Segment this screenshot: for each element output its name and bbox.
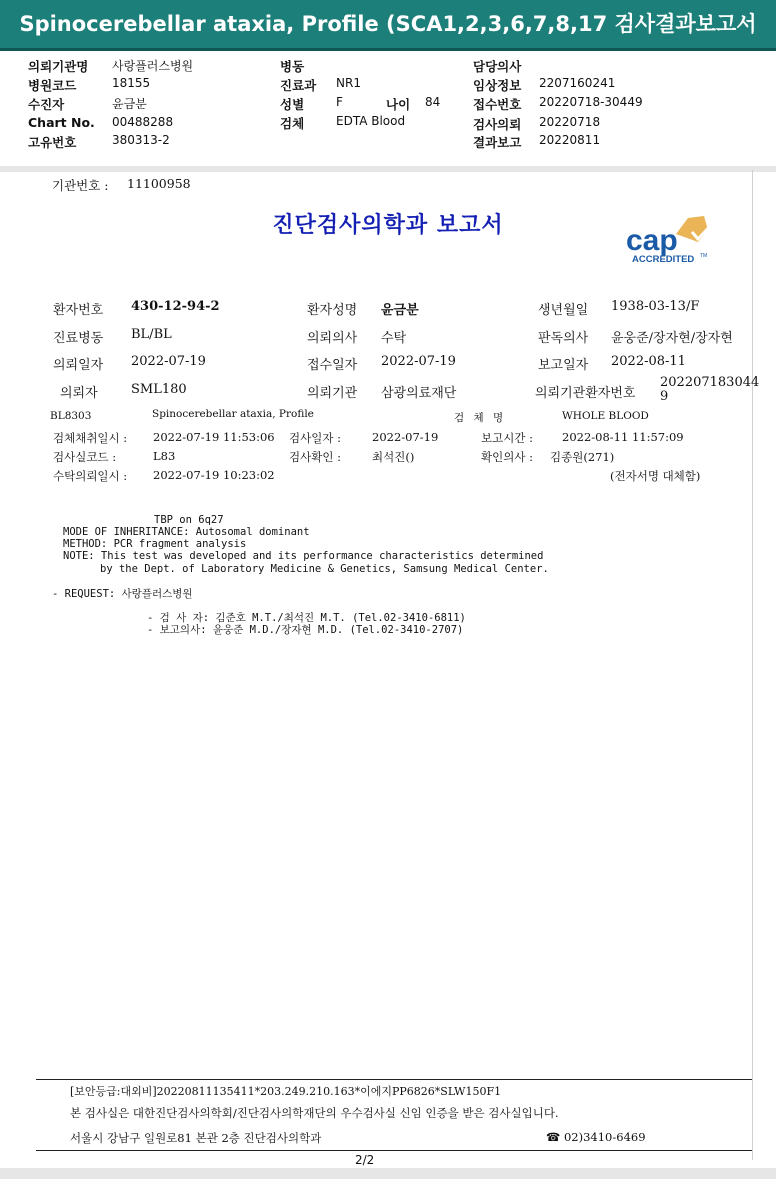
req-org-value: 삼광의료재단 [381, 386, 457, 401]
unique-label: 고유번호 [28, 135, 77, 150]
receipt-label: 접수번호 [473, 97, 522, 112]
patient-label: 수진자 [28, 97, 65, 112]
bottom-band [0, 1168, 776, 1179]
test-code: BL8303 [50, 410, 92, 422]
specimen-name-value: WHOLE BLOOD [562, 410, 649, 422]
cap-accredited-logo [618, 212, 738, 270]
note-disclaimer-1: NOTE: This test was developed and its performance characteristics determined [63, 550, 544, 562]
doc-title: 진단검사의학과 보고서 [272, 213, 504, 238]
confirm-value: 최석진() [372, 450, 415, 464]
specimen-value: EDTA Blood [336, 114, 406, 128]
dept-label: 진료과 [280, 78, 317, 93]
clinical-label: 임상정보 [473, 78, 522, 93]
ward2-label: 진료병동 [53, 331, 104, 346]
confirm-doc-label: 확인의사 : [481, 450, 533, 464]
clinical-value: 2207160241 [539, 76, 616, 90]
collect-value: 2022-07-19 11:53:06 [153, 430, 275, 444]
req-date-label: 의뢰일자 [53, 358, 104, 373]
ward-label: 병동 [280, 59, 305, 74]
note-request: - REQUEST: 사랑플러스병원 [52, 588, 193, 600]
hospital-code-value: 18155 [112, 76, 151, 90]
note-gene: TBP on 6q27 [154, 514, 224, 526]
sex-label: 성별 [280, 97, 305, 112]
collect-label: 검체채취일시 : [53, 431, 128, 445]
report-date-label: 결과보고 [473, 135, 522, 150]
outsourced-value: 2022-07-19 10:23:02 [153, 468, 275, 482]
phone-line: ☎ 02)3410-6469 [546, 1130, 646, 1144]
pid-value: 430-12-94-2 [131, 299, 220, 314]
dob-value: 1938-03-13/F [611, 299, 700, 314]
age-value: 84 [425, 95, 441, 109]
requester2-value: SML180 [131, 382, 187, 397]
note-method: METHOD: PCR fragment analysis [63, 538, 247, 550]
dob-label: 생년월일 [538, 303, 589, 318]
report-time-value: 2022-08-11 11:57:09 [562, 430, 684, 444]
doctor-label: 담당의사 [473, 59, 522, 74]
name-label: 환자성명 [307, 303, 358, 318]
note-inheritance: MODE OF INHERITANCE: Autosomal dominant [63, 526, 310, 538]
institution-value: 11100958 [127, 176, 191, 191]
test-date-label: 검사일자 : [289, 431, 341, 445]
age-label: 나이 [386, 97, 411, 112]
requester-value: 사랑플러스병원 [112, 59, 194, 73]
report-title: Spinocerebellar ataxia, Profile (SCA1,2,3,6,7,8,17 검사결과보고서 [19, 12, 757, 36]
note-tester: - 검 사 자: 김준호 M.T./최석진 M.T. (Tel.02-3410-6811) [147, 612, 466, 624]
confirm-label: 검사확인 : [289, 450, 341, 464]
lab-code-value: L83 [153, 449, 176, 463]
rec-date-value: 2022-07-19 [381, 354, 456, 369]
cap-tm-text: TM [700, 253, 708, 259]
requester-label: 의뢰기관명 [28, 59, 89, 74]
test-date-value: 2022-07-19 [372, 430, 439, 444]
report-time-label: 보고시간 : [481, 431, 533, 445]
specimen-label: 검체 [280, 116, 305, 131]
receipt-value: 20220718-30449 [539, 95, 643, 109]
report-date-value: 20220811 [539, 133, 601, 147]
address-line: 서울시 강남구 일원로81 본관 2층 진단검사의학과 [70, 1131, 322, 1145]
ward2-value: BL/BL [131, 327, 172, 342]
req-date-value: 2022-07-19 [131, 354, 206, 369]
esign-note: (전자서명 대체함) [610, 469, 701, 483]
rec-date-label: 접수일자 [307, 358, 358, 373]
reader-label: 판독의사 [538, 331, 589, 346]
page-right-border [752, 170, 753, 1160]
request-date-label: 검사의뢰 [473, 117, 522, 132]
req-org-label: 의뢰기관 [307, 386, 358, 401]
note-disclaimer-2: by the Dept. of Laboratory Medicine & Genetics, Samsung Medical Center. [100, 563, 549, 575]
specimen-name-label: 검 체 명 [454, 412, 504, 424]
name-value: 윤금분 [381, 303, 419, 318]
rep-date-label: 보고일자 [538, 358, 589, 373]
org-pid-label: 의뢰기관환자번호 [535, 386, 636, 401]
requester2-label: 의뢰자 [60, 386, 98, 401]
rep-date-value: 2022-08-11 [611, 354, 686, 369]
pid-label: 환자번호 [53, 303, 104, 318]
org-pid-value-1: 202207183044 [660, 375, 760, 390]
cap-sub-text: ACCREDITED [632, 254, 695, 265]
header-separator [0, 166, 776, 172]
chart-value: 00488288 [112, 115, 174, 129]
req-doctor-label: 의뢰의사 [307, 331, 358, 346]
unique-value: 380313-2 [112, 133, 170, 147]
test-name: Spinocerebellar ataxia, Profile [152, 408, 314, 420]
lab-code-label: 검사실코드 : [53, 450, 117, 464]
outsourced-label: 수탁의뢰일시 : [53, 469, 128, 483]
cap-main-text: cap [626, 224, 678, 257]
org-pid-value-2: 9 [660, 389, 669, 404]
req-doctor-value: 수탁 [381, 331, 407, 346]
report-title-bar [0, 0, 776, 51]
footer-bottom-rule [36, 1150, 752, 1151]
footer-top-rule [36, 1079, 752, 1080]
hospital-code-label: 병원코드 [28, 78, 77, 93]
chart-label: Chart No. [28, 115, 95, 130]
certification-line: 본 검사실은 대한진단검사의학회/진단검사의학재단의 우수검사실 신임 인증을 받은 검사실입니다. [70, 1106, 559, 1120]
request-date-value: 20220718 [539, 115, 601, 129]
reader-value: 윤웅준/장자현/장자현 [611, 331, 733, 346]
confirm-doc-value: 김종원(271) [550, 450, 615, 464]
note-reporter: - 보고의사: 윤웅준 M.D./장자현 M.D. (Tel.02-3410-2707) [147, 624, 464, 636]
page-number: 2/2 [355, 1153, 375, 1167]
sex-value: F [336, 95, 343, 109]
institution-label: 기관번호 : [52, 178, 109, 193]
patient-value: 윤금분 [112, 97, 147, 111]
dept-value: NR1 [336, 76, 361, 90]
security-line: [보안등급:대외비]20220811135411*203.249.210.163*이에지PP6826*SLW150F1 [70, 1085, 502, 1098]
